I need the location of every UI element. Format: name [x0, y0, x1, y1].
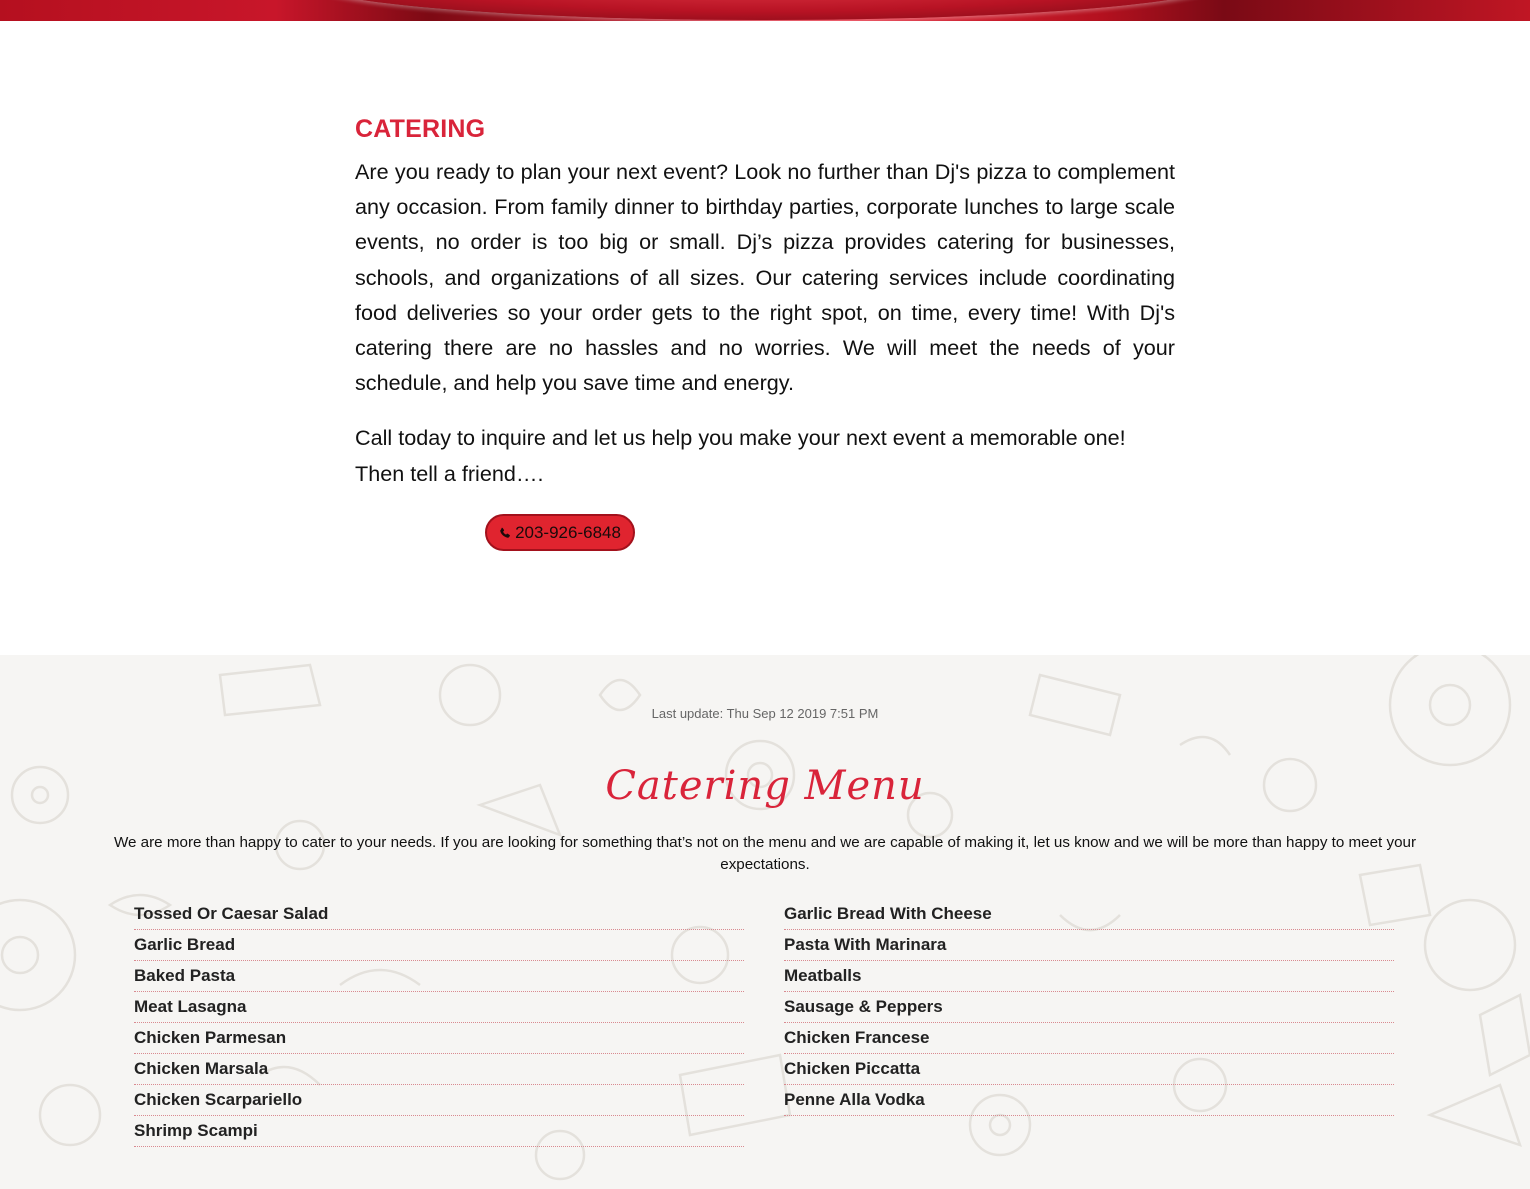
menu-item[interactable]: Shrimp Scampi: [134, 1117, 744, 1147]
menu-item[interactable]: Chicken Marsala: [134, 1055, 744, 1085]
menu-item[interactable]: Meat Lasagna: [134, 993, 744, 1023]
phone-number-label: 203-926-6848: [515, 522, 621, 542]
menu-item[interactable]: Penne Alla Vodka: [784, 1086, 1394, 1116]
last-update-timestamp: Last update: Thu Sep 12 2019 7:51 PM: [651, 706, 879, 721]
hero-plate-image: [300, 0, 1230, 20]
menu-item[interactable]: Chicken Francese: [784, 1024, 1394, 1054]
menu-item[interactable]: Pasta With Marinara: [784, 931, 1394, 961]
menu-item[interactable]: Baked Pasta: [134, 962, 744, 992]
menu-item[interactable]: Chicken Parmesan: [134, 1024, 744, 1054]
catering-title: CATERING: [355, 115, 486, 143]
hero-banner: [0, 0, 1530, 21]
catering-menu-title: Catering Menu: [605, 763, 925, 809]
catering-description: Are you ready to plan your next event? Look no further than Dj's pizza to complement any occasion. From family dinner to birthday parties, corporate lunches to large scale events, no order is too big or small. Dj’s pizza provides catering for businesses, schools, and organizations of all sizes. Our catering services include coordinating food deliveries so your order gets to the right spot, on time, every time! With Dj's catering there are no hassles and no worries. We will meet the needs of your schedule, and help you save time and energy.: [355, 159, 1175, 396]
menu-item[interactable]: Tossed Or Caesar Salad: [134, 900, 744, 930]
catering-section: [355, 112, 1175, 491]
catering-menu-intro: We are more than happy to cater to your needs. If you are looking for something that’s not on the menu and we are capable of making it, let us know and we will be more than happy to meet your expectations.: [113, 834, 1417, 873]
catering-menu-section: [0, 655, 1530, 1189]
menu-item[interactable]: Sausage & Peppers: [784, 993, 1394, 1023]
phone-icon: [499, 527, 511, 539]
catering-call-to-action: Call today to inquire and let us help you make your next event a memorable one! Then tell a friend….: [355, 425, 1126, 486]
menu-item[interactable]: Chicken Piccatta: [784, 1055, 1394, 1085]
menu-item[interactable]: Meatballs: [784, 962, 1394, 992]
menu-item[interactable]: Garlic Bread With Cheese: [784, 900, 1394, 930]
menu-item[interactable]: Chicken Scarpariello: [134, 1086, 744, 1116]
menu-item[interactable]: Garlic Bread: [134, 931, 744, 961]
call-phone-button[interactable]: [485, 514, 635, 551]
menu-column-right: [784, 900, 1394, 1117]
menu-column-left: [134, 900, 744, 1148]
